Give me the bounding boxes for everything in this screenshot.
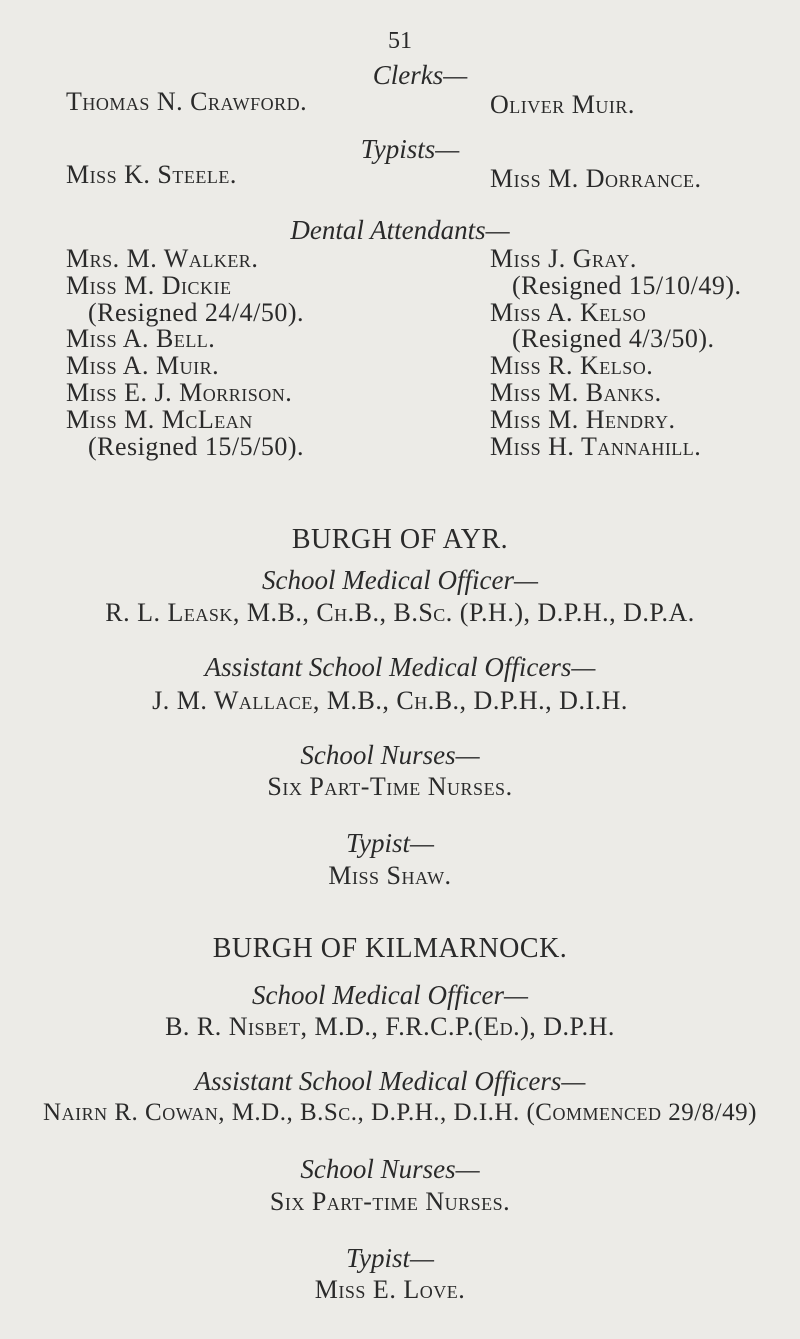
dental-left-column (66, 246, 304, 460)
dental-right-item: Miss H. Tannahill. (490, 431, 702, 461)
dental-left-item: Miss A. Muir. (66, 351, 220, 381)
page-number: 51 (388, 28, 412, 54)
dental-right-item: Miss J. Gray. (490, 244, 637, 273)
kilmarnock-smo-name: B. R. Nisbet, M.D., F.R.C.P.(Ed.), D.P.H. (165, 1012, 615, 1041)
dental-left-item: Miss M. McLean (66, 404, 253, 434)
kilmarnock-title: BURGH OF KILMARNOCK. (212, 933, 568, 964)
dental-left-item: (Resigned 15/5/50). (88, 431, 305, 461)
kilmarnock-nurses: Six Part-time Nurses. (269, 1187, 511, 1216)
clerk-right: Oliver Muir. (490, 90, 635, 119)
dental-right-item: Miss M. Banks. (490, 377, 662, 407)
kilmarnock-smo-heading: School Medical Officer— (252, 980, 528, 1010)
dental-right-item: Miss M. Hendry. (490, 404, 676, 434)
ayr-nurses-heading: School Nurses— (300, 740, 480, 770)
kilmarnock-asmo-name: Nairn R. Cowan, M.D., B.Sc., D.P.H., D.I.H. (Commenced 29/8/49) (43, 1099, 757, 1126)
dental-right-item: (Resigned 4/3/50). (512, 324, 715, 354)
typist-left: Miss K. Steele. (66, 160, 237, 189)
kilmarnock-nurses-heading: School Nurses— (300, 1154, 480, 1184)
dental-left-item: (Resigned 24/4/50). (88, 297, 305, 327)
kilmarnock-typist: Miss E. Love. (314, 1275, 466, 1304)
typists-heading: Typists— (360, 134, 460, 164)
dental-right-item: (Resigned 15/10/49). (512, 270, 742, 300)
dental-heading: Dental Attendants— (290, 215, 510, 245)
ayr-nurses: Six Part-Time Nurses. (267, 772, 513, 801)
typist-right: Miss M. Dorrance. (490, 164, 702, 193)
ayr-smo-name: R. L. Leask, M.B., Ch.B., B.Sc. (P.H.), D.P.H., D.P.A. (105, 598, 695, 627)
dental-left-item: Mrs. M. Walker. (66, 244, 259, 273)
ayr-smo-heading: School Medical Officer— (262, 565, 538, 595)
kilmarnock-typist-heading: Typist— (345, 1243, 434, 1273)
clerks-heading: Clerks— (372, 60, 468, 90)
dental-left-item: Miss E. J. Morrison. (66, 377, 293, 407)
dental-right-item: Miss R. Kelso. (490, 351, 654, 381)
dental-left-item: Miss A. Bell. (66, 324, 216, 354)
ayr-typist-heading: Typist— (345, 828, 434, 858)
kilmarnock-asmo-heading: Assistant School Medical Officers— (194, 1066, 586, 1096)
ayr-title: BURGH OF AYR. (291, 524, 509, 555)
ayr-typist: Miss Shaw. (328, 861, 452, 890)
dental-right-column (490, 246, 742, 460)
dental-right-item: Miss A. Kelso (490, 297, 647, 327)
ayr-asmo-heading: Assistant School Medical Officers— (204, 652, 596, 682)
clerk-left: Thomas N. Crawford. (66, 87, 308, 116)
ayr-asmo-name: J. M. Wallace, M.B., Ch.B., D.P.H., D.I.H. (152, 686, 628, 715)
dental-left-item: Miss M. Dickie (66, 270, 232, 300)
